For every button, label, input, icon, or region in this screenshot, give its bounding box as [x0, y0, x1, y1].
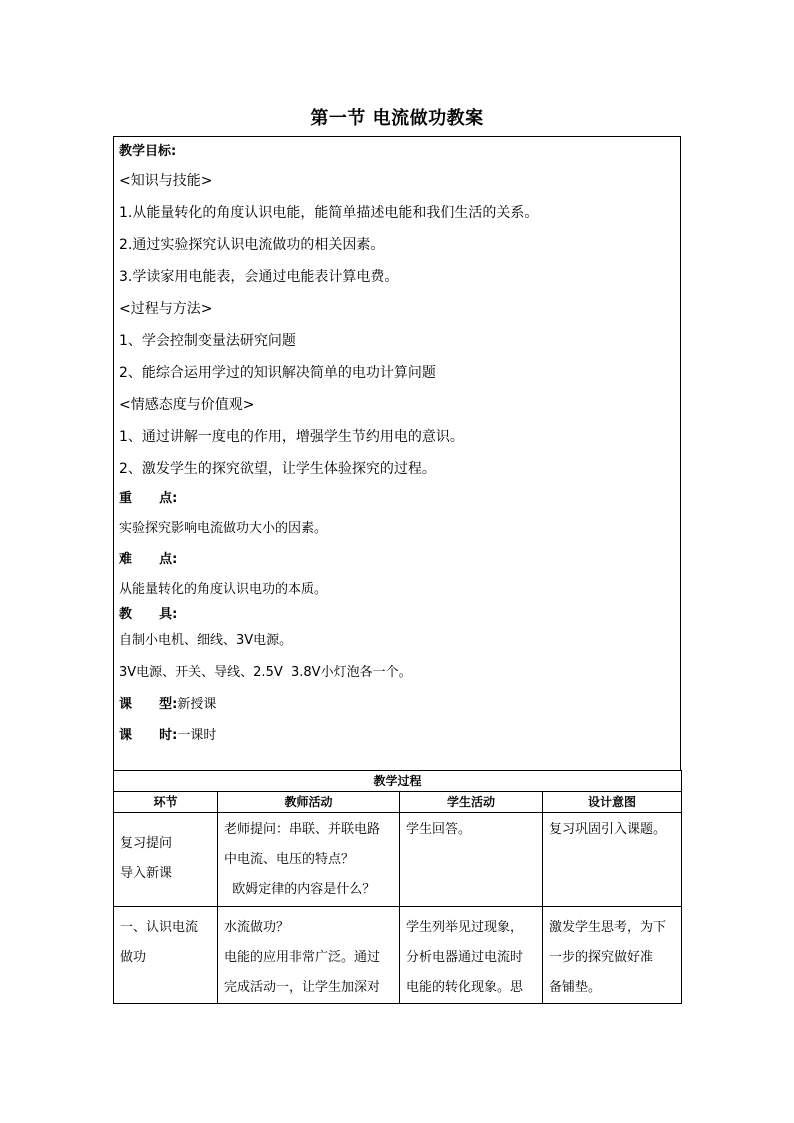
page-title: 第一节 电流做功教案 [310, 108, 484, 129]
key-text: 实验探究影响电流做功大小的因素。 [119, 521, 328, 536]
design-line: 一步的探究做好准 [549, 950, 654, 965]
column-header: 设计意图 [543, 792, 682, 813]
knowledge-item: 2.通过实验探究认识电流做功的相关因素。 [119, 237, 385, 253]
process-heading: <过程与方法> [119, 301, 213, 317]
design-cell [543, 813, 682, 907]
type-value: 新授课 [177, 697, 217, 712]
column-header-row [114, 792, 682, 813]
table-row [114, 813, 682, 907]
teacher-line: 欧姆定律的内容是什么？ [224, 882, 376, 897]
hours-value: 一课时 [177, 728, 217, 743]
teacher-line: 中电流、电压的特点？ [224, 852, 355, 867]
column-header: 环节 [114, 792, 218, 813]
process-heading: 教学过程 [114, 771, 682, 792]
student-line: 学生回答。 [406, 822, 472, 837]
stage-line: 导入新课 [120, 866, 173, 881]
hours-row [119, 727, 216, 745]
emotion-item: 2、激发学生的探究欲望，让学生体验探究的过程。 [119, 461, 436, 477]
difficulty-text: 从能量转化的角度认识电功的本质。 [119, 582, 328, 597]
stage-cell [114, 813, 218, 907]
type-row [119, 696, 216, 714]
student-cell [400, 813, 543, 907]
design-cell [543, 907, 682, 1004]
stage-line: 一、认识电流 [120, 920, 199, 935]
tools-label: 教 具: [119, 607, 178, 622]
process-item: 2、能综合运用学过的知识解决简单的电功计算问题 [119, 365, 436, 381]
process-heading-row [114, 771, 682, 792]
teacher-line: 完成活动一，让学生加深对 [224, 980, 381, 995]
student-line: 电能的转化现象。思 [406, 980, 524, 995]
design-line: 备铺垫。 [549, 980, 602, 995]
student-line: 学生列举见过现象， [406, 920, 524, 935]
column-header: 学生活动 [400, 792, 543, 813]
student-line: 分析电器通过电流时 [406, 950, 524, 965]
tools-item: 3V电源、开关、导线、2.5V 3.8V小灯泡各一个。 [119, 665, 412, 680]
knowledge-heading: <知识与技能> [119, 173, 213, 189]
teacher-line: 老师提问：串联、并联电路 [224, 822, 381, 837]
table-row [114, 907, 682, 1004]
key-label: 重 点: [119, 491, 178, 506]
design-line: 复习巩固引入课题。 [549, 822, 667, 837]
tools-item: 自制小电机、细线、3V电源。 [119, 633, 293, 648]
knowledge-item: 1.从能量转化的角度认识电能，能简单描述电能和我们生活的关系。 [119, 205, 539, 221]
column-header: 教师活动 [218, 792, 400, 813]
teaching-process-table [113, 770, 682, 1004]
knowledge-item: 3.学读家用电能表，会通过电能表计算电费。 [119, 269, 399, 285]
stage-cell [114, 907, 218, 1004]
teacher-cell [218, 907, 400, 1004]
hours-label: 课 时: [119, 728, 178, 743]
difficulty-label: 难 点: [119, 552, 178, 567]
emotion-item: 1、通过讲解一度电的作用，增强学生节约用电的意识。 [119, 429, 464, 445]
student-cell [400, 907, 543, 1004]
emotion-heading: <情感态度与价值观> [119, 397, 255, 413]
objectives-heading: 教学目标: [119, 144, 177, 159]
design-line: 激发学生思考，为下 [549, 920, 667, 935]
teacher-line: 水流做功？ [224, 920, 290, 935]
stage-line: 复习提问 [120, 836, 173, 851]
teacher-line: 电能的应用非常广泛。通过 [224, 950, 381, 965]
teacher-cell [218, 813, 400, 907]
type-label: 课 型: [119, 697, 178, 712]
process-item: 1、学会控制变量法研究问题 [119, 333, 296, 349]
stage-line: 做功 [120, 950, 147, 965]
